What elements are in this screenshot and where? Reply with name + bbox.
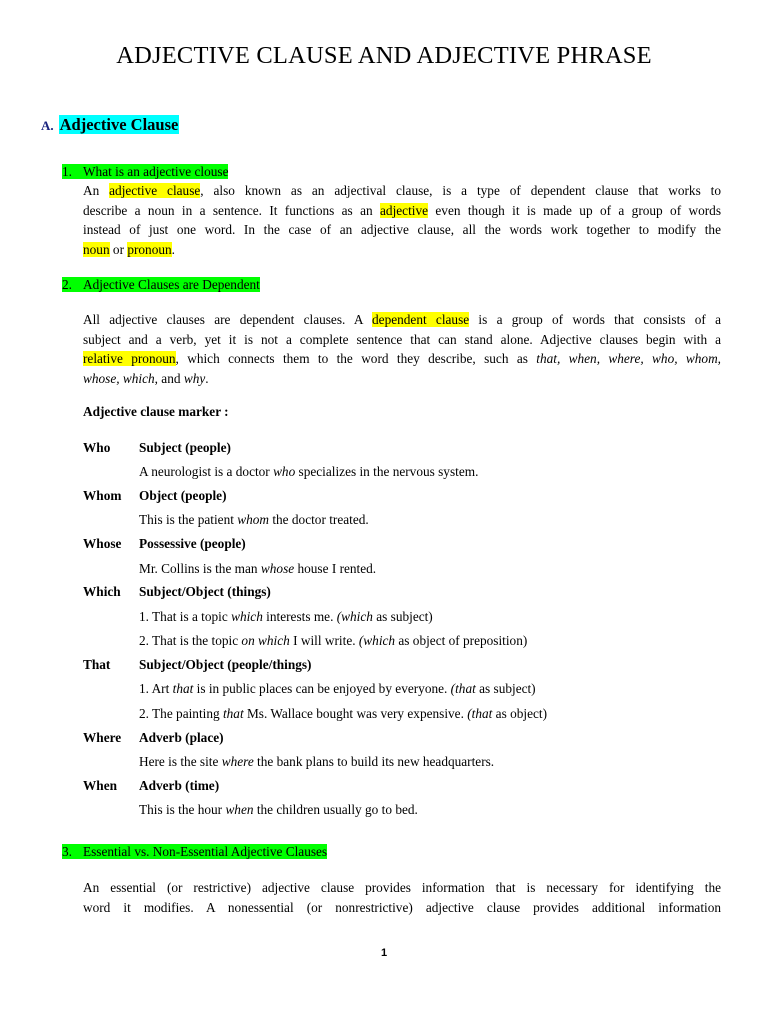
marker-word-who: Who xyxy=(83,440,111,455)
marker-example: 1. Art that is in public places can be enjoyed by everyone. (that as subject) xyxy=(139,681,536,696)
subsection-2-heading xyxy=(62,277,260,293)
subsection-2-paragraph: All adjective clauses are dependent clauses. A dependent clause is a group of words that consists of a subject and a verb, yet it is not a complete sentence that can stand alone. Adjective clauses begin with a relative pronoun, which connects them to the word they describe, such as that, when, where, who, whom, whose, which, and why. xyxy=(83,312,721,386)
subsection-number: 2. xyxy=(62,277,72,292)
page-title: ADJECTIVE CLAUSE AND ADJECTIVE PHRASE xyxy=(116,42,652,69)
subsection-number: 1. xyxy=(62,164,72,179)
marker-word-whom: Whom xyxy=(83,488,122,503)
marker-word-where: Where xyxy=(83,730,122,745)
subsection-3-paragraph: An essential (or restrictive) adjective clause provides information that is necessary for identifying the word it modifies. A nonessential (or nonrestrictive) adjective clause provides additional information xyxy=(83,880,721,915)
page-number: 1 xyxy=(380,947,388,959)
highlight-term: noun xyxy=(83,241,110,257)
marker-role: Subject/Object (people/things) xyxy=(139,657,312,672)
highlight-term: adjective xyxy=(380,202,429,218)
subsection-title: Essential vs. Non-Essential Adjective Clauses xyxy=(83,844,328,859)
marker-word-which: Which xyxy=(83,584,121,599)
marker-word-whose: Whose xyxy=(83,536,122,551)
marker-role: Object (people) xyxy=(139,488,227,503)
section-heading-text: Adjective Clause xyxy=(59,115,179,134)
marker-example: This is the patient whom the doctor treated. xyxy=(139,512,369,527)
marker-list-title: Adjective clause marker : xyxy=(83,404,229,419)
marker-example: Mr. Collins is the man whose house I rented. xyxy=(139,561,377,576)
highlight-term: pronoun xyxy=(127,241,172,257)
section-letter: A. xyxy=(41,118,54,133)
highlight-term: adjective clause xyxy=(109,183,201,198)
subsection-title: What is an adjective clouse xyxy=(83,164,229,179)
highlight-term: relative pronoun xyxy=(83,351,176,366)
marker-example: 1. That is a topic which interests me. (which as subject) xyxy=(139,609,433,624)
marker-example: 2. The painting that Ms. Wallace bought was very expensive. (that as object) xyxy=(139,706,548,721)
marker-role: Adverb (time) xyxy=(139,778,220,793)
marker-example: This is the hour when the children usually go to bed. xyxy=(139,802,418,817)
marker-role: Adverb (place) xyxy=(139,730,224,745)
marker-word-that: That xyxy=(83,657,111,672)
highlight-term: dependent clause xyxy=(372,312,470,327)
marker-example: Here is the site where the bank plans to build its new headquarters. xyxy=(139,754,495,769)
marker-role: Subject/Object (things) xyxy=(139,584,271,599)
marker-role: Possessive (people) xyxy=(139,536,246,551)
subsection-number: 3. xyxy=(62,844,72,859)
marker-role: Subject (people) xyxy=(139,440,231,455)
marker-example: 2. That is the topic on which I will write. (which as object of preposition) xyxy=(139,633,528,648)
subsection-1-heading xyxy=(62,164,228,180)
subsection-title: Adjective Clauses are Dependent xyxy=(83,277,260,292)
section-a-heading xyxy=(41,115,179,135)
subsection-1-paragraph: An adjective clause, also known as an adjectival clause, is a type of dependent clause that works to describe a noun in a sentence. It functions as an adjective even though it is made up of a group of words instead of just one word. In the case of an adjective clause, all the words work together to modify the noun or pronoun. xyxy=(83,183,722,257)
subsection-3-heading xyxy=(62,844,327,860)
marker-example: A neurologist is a doctor who specializes in the nervous system. xyxy=(139,464,479,479)
marker-word-when: When xyxy=(83,778,117,793)
